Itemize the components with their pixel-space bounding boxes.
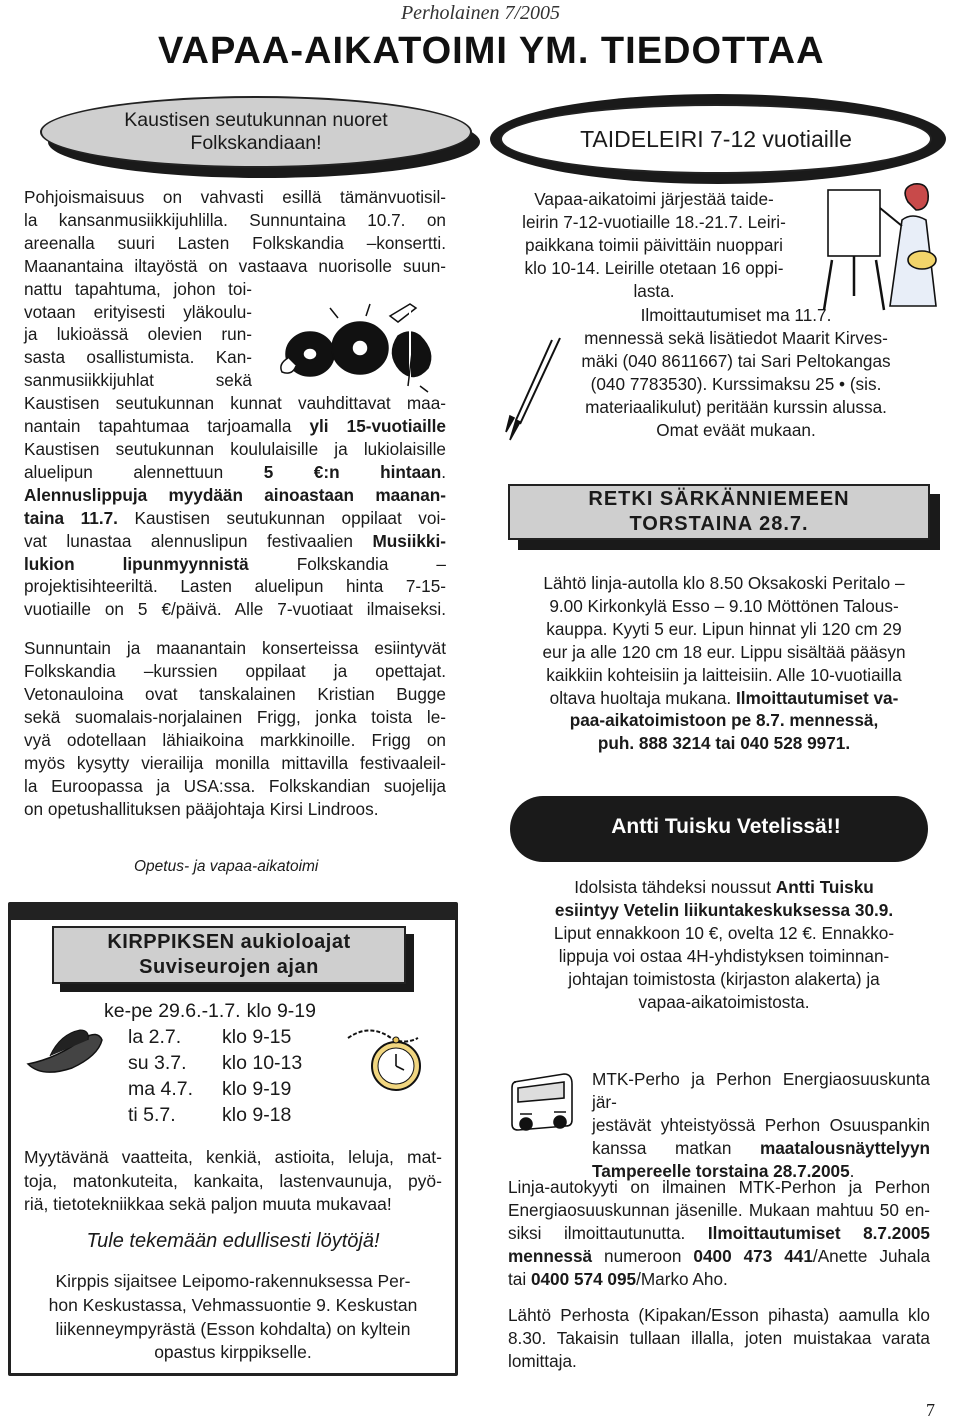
text-line: vapaa-aikatoimistosta.: [638, 991, 810, 1012]
kirppis-heading-line2: Suviseurojen ajan: [139, 956, 319, 978]
text-line: materiaalikulut) peritään kurssin alussa.: [585, 396, 887, 417]
text-line: klo 10-14. Leirille otetaan 16 oppi-: [524, 257, 784, 278]
text-line: Lähtö linja-autolla klo 8.50 Oksakoski Peritalo –: [543, 573, 905, 593]
schedule-row: ma 4.7. klo 9-19: [128, 1078, 292, 1100]
text-line: Idolsista tähdeksi noussut Antti Tuisku: [574, 877, 874, 897]
painter-easel-illustration: [818, 180, 954, 314]
text-line: Energiaosuuskunnan jäsenille. Mukaan mahtuu 50 en-: [508, 1199, 930, 1220]
text-line: leirin 7-12-vuotiaille 18.-21.7. Leiri-: [522, 211, 786, 232]
text-line: (040 7783530). Kurssimaksu 25 • (sis.: [590, 373, 882, 394]
text-line: Liput ennakkoon 10 €, ovelta 12 €. Ennakko-: [553, 922, 895, 943]
retki-heading-line1: RETKI SÄRKÄNNIEMEEN: [588, 488, 850, 510]
kirppis-heading: [52, 926, 406, 984]
paint-brushes-illustration: [496, 334, 568, 442]
text-line: kaikkiin kohteisiin ja laitteisiin. Alle 10-vuotiailla: [546, 664, 902, 685]
text-line: oltava huoltaja mukana. Ilmoittautumiset va-: [549, 687, 899, 708]
text-line: Folkskandia –kurssien oppilaat ja opettajat.: [24, 661, 446, 682]
retki-heading-line2: TORSTAINA 28.7.: [629, 513, 809, 535]
text-line: on opetushallituksen pääjohtaja Kirsi Lindroos.: [24, 798, 379, 819]
text-line: eur ja alle 120 cm 18 eur. Lippu sisältää pääsyn: [542, 641, 906, 662]
text-line: Maanantaina iltayöstä on vastaava nuorisolle suun-: [24, 255, 446, 276]
text-line: tai 0400 574 095/Marko Aho.: [508, 1268, 728, 1289]
text-line: hon Keskustassa, Vehmassuontie 9. Keskustan: [48, 1294, 418, 1315]
taideleiri-body-bottom: [556, 304, 916, 441]
schedule-row: su 3.7. klo 10-13: [128, 1052, 303, 1074]
text-line: jestävät yhteistyössä Perhon Osuuspankin: [592, 1114, 930, 1135]
pocket-watch-illustration: [340, 1020, 436, 1096]
text-line: opastus kirppikselle.: [154, 1342, 312, 1363]
kirppis-schedule: [104, 998, 316, 1128]
text-line: mennessä sekä lisätiedot Maarit Kirves-: [584, 327, 888, 348]
text-line: lukion lipunmyynnistä Folkskandia –: [24, 553, 446, 574]
text-line: esiintyy Vetelin liikuntakeskuksessa 30.9.: [554, 899, 894, 920]
text-line: 9.00 Kirkonkylä Esso – 9.10 Möttönen Talous-: [549, 595, 899, 616]
antti-body: [508, 876, 940, 1013]
mtk-intro: [592, 1068, 930, 1183]
text-line: projektisihteeriltä. Lasten aluelipun hinta 7-15-: [24, 576, 446, 597]
taideleiri-body-top: [504, 188, 804, 303]
schedule-row: ke-pe 29.6.-1.7. klo 9-19: [104, 1000, 316, 1022]
text-line: puh. 888 3214 tai 040 528 9971.: [597, 733, 851, 754]
text-line: Kirppis sijaitsee Leipomo-rakennuksessa Per-: [55, 1271, 411, 1291]
text-line: sanmusiikkijuhlat sekä: [24, 370, 252, 391]
text-line: Lähtö Perhosta (Kipakan/Esson pihasta) aamulla klo: [508, 1305, 930, 1325]
text-line: Alennuslippuja myydään ainoastaan maanan-: [24, 484, 446, 505]
kirppis-slogan: Tule tekemään edullisesti löytöjä!: [86, 1230, 380, 1252]
text-line: la Euroopassa ja USA:ssa. Folkskandian suojelija: [24, 775, 446, 796]
article-body: [24, 186, 446, 820]
taideleiri-heading: TAIDELEIRI 7-12 vuotiaille: [500, 104, 932, 174]
text-line: paikkana toimii päivittäin nuoppari: [525, 234, 783, 255]
retki-body: [508, 572, 940, 755]
text-line: toja, matonkuteita, kankaita, lastenvaunuja, pyö-: [24, 1170, 442, 1191]
retki-heading: [508, 484, 930, 540]
text-line: vyä odotellaan lähiaikoina markkinoille. Frigg on: [24, 729, 446, 750]
text-line: Tampereelle torstaina 28.7.2005.: [592, 1160, 855, 1181]
kirppis-description: [24, 1146, 442, 1217]
issue-label: Perholainen 7/2005: [400, 2, 560, 24]
text-line: sasta osallistumista. Kan-: [24, 347, 252, 368]
text-line: paa-aikatoimistoon pe 8.7. mennessä,: [569, 710, 879, 731]
text-line: la kansanmusiikkijuhlilla. Sunnuntaina 10.7. on: [24, 209, 446, 230]
text-line: areenalla suuri Lasten Folkskandia –konsertti.: [24, 232, 446, 253]
text-line: kanssa matkan maatalousnäyttelyyn: [592, 1137, 930, 1158]
article-heading-line2: Folkskandiaan!: [190, 132, 322, 154]
text-line: liikenneympyrästä (Esson kohdalta) on kyltein: [55, 1318, 411, 1339]
text-line: Kaustisen seutukunnan kunnat vauhdittavat maa-: [24, 393, 446, 414]
text-line: ja lukioässä olevien run-: [24, 324, 252, 345]
bus-illustration: [506, 1068, 580, 1136]
article-signature: Opetus- ja vapaa-aikatoimi: [134, 858, 319, 875]
text-line: lippuja voi ostaa 4H-yhdistyksen toiminnan-: [558, 945, 890, 966]
schedule-row: la 2.7. klo 9-15: [128, 1026, 292, 1048]
text-line: Pohjoismaisuus on vahvasti esillä tämänvuotisil-: [24, 187, 446, 207]
text-line: Vapaa-aikatoimi järjestää taide-: [534, 189, 774, 209]
text-line: vat lunastaa alennuslipun festivaalien Musiikki-: [24, 530, 446, 551]
text-line: myös kysytty vierailija monilla mittavilla festivaaleil-: [24, 752, 446, 773]
mtk-details: [508, 1176, 930, 1291]
text-line: mennessä numeroon 0400 473 441/Anette Juhala: [508, 1245, 930, 1266]
text-line: lasta.: [633, 280, 675, 301]
text-line: vuotiaille on 5 €/päivä. Alle 7-vuotiaat ilmaiseksi.: [24, 599, 446, 620]
text-line: sekä suomalais-norjalainen Frigg, jonka toista le-: [24, 706, 446, 727]
text-line: Myytävänä vaatteita, kenkiä, astioita, leluja, mat-: [24, 1147, 442, 1167]
page-title: VAPAA-AIKATOIMI YM. TIEDOTTAA: [158, 30, 825, 72]
text-line: kauppa. Kyyti 5 eur. Lipun hinnat yli 120 cm 29: [546, 618, 902, 639]
text-line: riä, tietotekniikkaa sekä paljon muuta mukavaa!: [24, 1194, 392, 1215]
hat-illustration: [24, 1024, 106, 1076]
text-line: Linja-autokyyti on ilmainen MTK-Perhon ja Perhon: [508, 1177, 930, 1197]
text-line: votaan erityisesti yläkoulu-: [24, 301, 252, 322]
text-line: nantain tapahtumaa tarjoamalla yli 15-vuotiaille: [24, 416, 446, 437]
text-line: MTK-Perho ja Perhon Energiaosuuskunta jär-: [592, 1069, 930, 1112]
music-instruments-illustration: [270, 296, 450, 396]
text-line: 8.30. Takaisin tullaan illalla, joten muistakaa varata: [508, 1327, 930, 1348]
text-line: Vetonauloina ovat tanskalainen Kristian Bugge: [24, 684, 446, 705]
antti-heading: Antti Tuisku Vetelissä!!: [611, 815, 841, 838]
text-line: nattu tapahtuma, johon toi-: [24, 278, 252, 299]
text-line: Sunnuntain ja maanantain konserteissa esiintyvät: [24, 638, 446, 659]
schedule-row: ti 5.7. klo 9-18: [128, 1104, 292, 1126]
kirppis-location: [24, 1270, 442, 1365]
text-line: aluelipun alennettuun 5 €:n hintaan.: [24, 461, 446, 482]
kirppis-heading-line1: KIRPPIKSEN aukioloajat: [107, 931, 351, 953]
page-number: 7: [926, 1400, 935, 1420]
text-line: mäki (040 8611667) tai Sari Peltokangas: [581, 350, 891, 371]
text-line: Omat eväät mukaan.: [656, 419, 816, 440]
text-line: lomittaja.: [508, 1350, 577, 1371]
mtk-departure: [508, 1304, 930, 1373]
text-line: siksi ilmoittautunutta. Ilmoittautumiset 8.7.2005: [508, 1222, 930, 1243]
article-heading-oval: [40, 96, 480, 180]
text-line: Ilmoittautumiset ma 11.7.: [640, 305, 832, 325]
article-heading-line1: Kaustisen seutukunnan nuoret: [124, 109, 388, 131]
text-line: Kaustisen seutukunnan koululaisille ja lukiolaisille: [24, 438, 446, 459]
text-line: johtajan toimistosta (kirjaston alakerta) ja: [568, 968, 880, 989]
text-line: taina 11.7. Kaustisen seutukunnan oppilaat voi-: [24, 507, 446, 528]
